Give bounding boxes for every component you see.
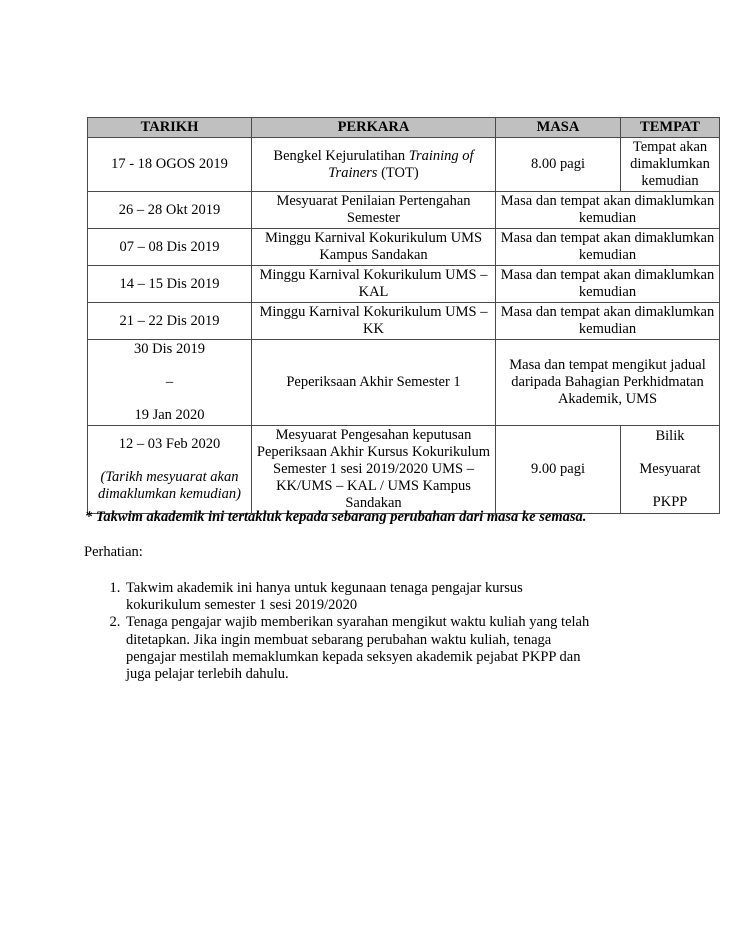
table-row — [88, 426, 720, 514]
cell-perkara: Minggu Karnival Kokurikulum UMS Kampus Sandakan — [252, 229, 496, 266]
cell-perkara: Mesyuarat Pengesahan keputusan Peperiksaan Akhir Kursus Kokurikulum Semester 1 sesi 2019/2020 UMS – KK/UMS – KAL / UMS Kampus Sandakan — [252, 426, 496, 514]
list-item: 2. Tenaga pengajar wajib memberikan syarahan mengikut waktu kuliah yang telah ditetapkan. Jika ingin membuat sebarang perubahan waktu kuliah, tenaga pengajar mestilah memaklumkan kepada seksyen akademik pejabat PKPP dan juga pelajar terlebih dahulu. — [124, 614, 601, 683]
cell-perkara: Mesyuarat Penilaian Pertengahan Semester — [252, 192, 496, 229]
header-masa: MASA — [496, 118, 621, 138]
tarikh-dash: – — [165, 374, 174, 390]
cell-tarikh: 14 – 15 Dis 2019 — [88, 266, 252, 303]
table-row — [88, 266, 720, 303]
cell-tarikh — [88, 426, 252, 514]
tarikh-start-date: 30 Dis 2019 — [134, 341, 205, 357]
cell-tarikh: 21 – 22 Dis 2019 — [88, 303, 252, 340]
cell-masa: 9.00 pagi — [496, 426, 621, 514]
academic-calendar-table — [87, 117, 720, 514]
cell-tempat — [621, 426, 720, 514]
tarikh-note: (Tarikh mesyuarat akan dimaklumkan kemudian) — [98, 469, 241, 502]
cell-tarikh: 17 - 18 OGOS 2019 — [88, 138, 252, 192]
tempat-line: Mesyuarat — [639, 461, 701, 477]
table-row — [88, 229, 720, 266]
tempat-line: PKPP — [652, 494, 688, 510]
cell-perkara — [252, 138, 496, 192]
table-row — [88, 340, 720, 426]
table-header-row — [88, 118, 720, 138]
cell-tarikh: 26 – 28 Okt 2019 — [88, 192, 252, 229]
cell-masa-tempat: Masa dan tempat akan dimaklumkan kemudian — [496, 266, 720, 303]
perhatian-label: Perhatian: — [84, 544, 143, 560]
header-perkara: PERKARA — [252, 118, 496, 138]
list-item: 1. Takwim akademik ini hanya untuk kegunaan tenaga pengajar kursus kokurikulum semester 1 sesi 2019/2020 — [124, 580, 601, 614]
notes-list — [96, 580, 601, 683]
table-row — [88, 303, 720, 340]
perkara-italic-text: Training of Trainers — [328, 147, 474, 181]
cell-perkara: Minggu Karnival Kokurikulum UMS – KAL — [252, 266, 496, 303]
tarikh-end-date: 19 Jan 2020 — [134, 407, 205, 423]
tempat-line: Bilik — [655, 428, 685, 444]
header-tarikh: TARIKH — [88, 118, 252, 138]
perkara-text: (TOT) — [377, 164, 419, 181]
cell-masa-tempat: Masa dan tempat mengikut jadual daripada Bahagian Perkhidmatan Akademik, UMS — [496, 340, 720, 426]
cell-perkara: Peperiksaan Akhir Semester 1 — [252, 340, 496, 426]
cell-tarikh: 07 – 08 Dis 2019 — [88, 229, 252, 266]
table-row — [88, 138, 720, 192]
cell-masa: 8.00 pagi — [496, 138, 621, 192]
cell-tarikh — [88, 340, 252, 426]
table-row — [88, 192, 720, 229]
cell-masa-tempat: Masa dan tempat akan dimaklumkan kemudian — [496, 229, 720, 266]
header-tempat: TEMPAT — [621, 118, 720, 138]
cell-perkara: Minggu Karnival Kokurikulum UMS – KK — [252, 303, 496, 340]
perkara-text: Bengkel Kejurulatihan — [273, 147, 409, 164]
footnote-disclaimer: * Takwim akademik ini tertakluk kepada sebarang perubahan dari masa ke semasa. — [85, 509, 587, 525]
cell-tempat: Tempat akan dimaklumkan kemudian — [621, 138, 720, 192]
tarikh-date: 12 – 03 Feb 2020 — [118, 436, 221, 452]
cell-masa-tempat: Masa dan tempat akan dimaklumkan kemudian — [496, 303, 720, 340]
cell-masa-tempat: Masa dan tempat akan dimaklumkan kemudian — [496, 192, 720, 229]
